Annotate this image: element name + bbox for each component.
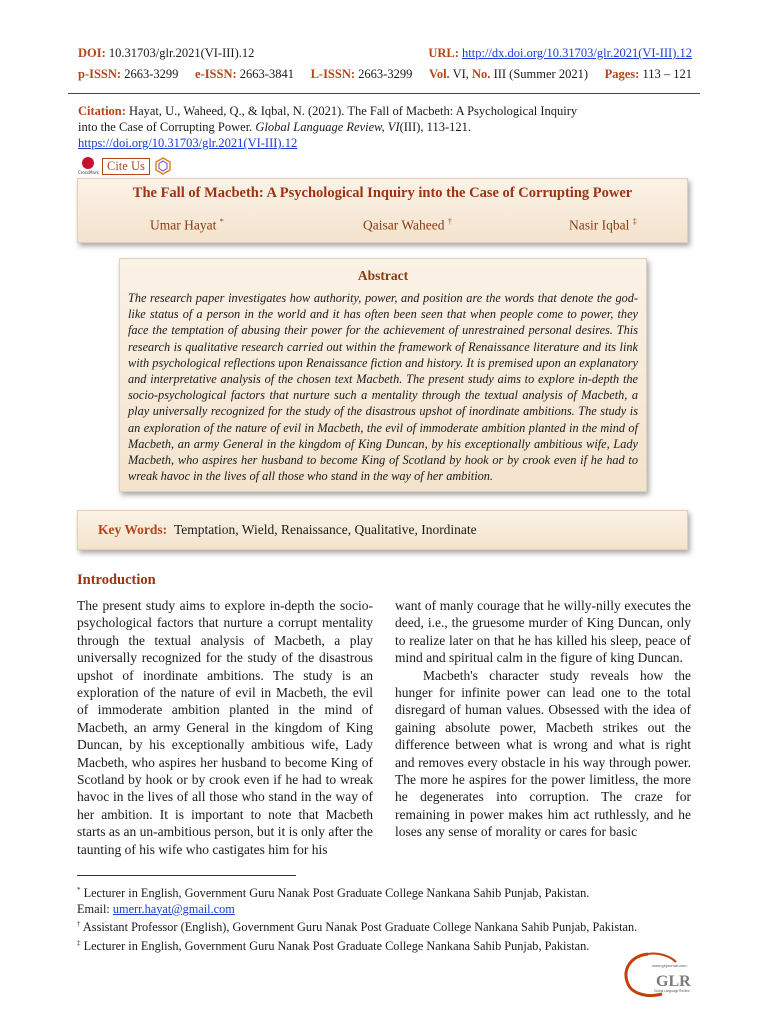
intro-heading: Introduction [77,572,156,588]
doi-link[interactable]: https://doi.org/10.31703/glr.2021(VI-III).12 [78,136,298,150]
title-box [77,178,688,243]
paragraph: want of manly courage that he willy-nilly executes the deed, i.e., the gruesome murder of King Duncan, only to realize later on that he has killed his sleep, peace of mind and spiritual calm in the figure of king Duncan. [395,598,691,666]
share-icon[interactable] [154,157,172,175]
abstract-text: The research paper investigates how authority, power, and position are the words that denote the god-like status of a person in the world and it has often been seen that when people come to power, they face the temptation of abusing their power for the achievement of unrestrained personal desires. This research is qualitative research carried out within the framework of Renaissance literature and its link with psychological reflections upon Renaissance fiction and history. It is premised upon an explanatory and interpretative analysis of the chosen text Macbeth. The present study aims to explore in-depth the socio-psychological factors that nurture such a mentality through the textual analysis of Macbeth, a play universally recognized for the study of the disastrous upshot of inordinate ambitions. The study is an exploration of the nature of evil in Macbeth, the evil of immoderate ambition planted in the mind of Macbeth, an army General in the kingdom of King Duncan, by his exceptionally ambitious wife, Lady Macbeth, who aspires her husband to become King of Scotland by hook or by crook even if he had to wreak havoc in the lives of all those who stand in the way of her ambition. [128,291,638,484]
intro-column-2 [395,597,691,841]
header-divider [68,93,700,94]
footnote-email: Email: umerr.hayat@gmail.com [77,901,235,916]
eissn: e-ISSN: 2663-3841 [194,67,294,81]
logo-url: www.glrjournal.com [652,963,687,968]
pages: Pages: 113 – 121 [604,67,692,81]
volume: Vol. VI, No. III (Summer 2021) [428,67,588,81]
keywords-label: Key Words: [98,522,168,537]
cite-badges [78,156,172,176]
author-3: Nasir Iqbal ‡ [569,217,637,233]
crossmark-icon[interactable]: CrossMark [78,156,98,176]
footnote-3: ‡ Lecturer in English, Government Guru Nanak Post Graduate College Nankana Sahib Punjab, Pakistan. [77,938,590,953]
paragraph: Macbeth's character study reveals how the hunger for infinite power can lead one to the total disregard of human values. Obsessed with the idea of gaining absolute power, Macbeth strikes out the difference between what is wrong and what is right and removes every obstacle in his way through power. The more he aspires for the power limitless, the more he degenerates into corruption. The craze for remaining in power makes him act ruthlessly, and he loses any sense of morality or cares for basic [395,667,691,840]
logo-text: GLR [656,973,691,990]
footnote-2: † Assistant Professor (English), Government Guru Nanak Post Graduate College Nankana Sahib Punjab, Pakistan. [77,920,638,935]
logo-sub: Global Language Review [654,989,690,993]
author-2: Qaisar Waheed † [363,217,452,233]
citation: Citation: Hayat, U., Waheed, Q., & Iqbal, N. (2021). The Fall of Macbeth: A Psychological Inquiry into the Case of Corrupting Power. Global Language Review, VI(III), 113-121. https://doi.org/10.31703/glr.2021(VI-III).12 [78,104,578,150]
cite-us-button[interactable]: Cite Us [102,158,150,175]
pissn: p-ISSN: 2663-3299 [78,67,179,81]
email-link[interactable]: umerr.hayat@gmail.com [112,901,235,916]
doi: DOI: 10.31703/glr.2021(VI-III).12 [78,46,255,60]
url: URL: http://dx.doi.org/10.31703/glr.2021(VI-III).12 [428,46,692,60]
glr-logo [618,950,698,1000]
header-row-2 [78,67,692,82]
paper-title: The Fall of Macbeth: A Psychological Inquiry into the Case of Corrupting Power [132,185,633,201]
header-row-1 [78,46,692,61]
footnote-divider [77,875,296,876]
footnotes [77,883,637,954]
footnote-1: * Lecturer in English, Government Guru Nanak Post Graduate College Nankana Sahib Punjab, Pakistan. [77,886,590,901]
abstract-box [119,258,647,492]
lissn: L-ISSN: 2663-3299 [310,67,413,81]
keywords-text: Temptation, Wield, Renaissance, Qualitative, Inordinate [174,522,477,537]
author-1: Umar Hayat * [150,217,224,233]
paragraph: The present study aims to explore in-depth the socio-psychological factors that nurture a corrupt mentality through the textual analysis of Macbeth, a play universally recognized for the study of the disastrous upshot of inordinate ambitions. The study is an exploration of the nature of evil in Macbeth, the evil of immoderate ambition planted in the mind of Macbeth, an army General in the kingdom of King Duncan, by his exceptionally ambitious wife, Lady Macbeth, who aspires her husband to become King of Scotland by hook or by crook even if he had to wreak havoc in the lives of all those who stand in the way of her ambition. It is important to note that Macbeth starts as an un-ambitious person, but it is only after the taunting of his wife who castigates him for his [77,598,373,857]
abstract-heading: Abstract [357,268,409,283]
keywords-box [77,510,688,550]
intro-column-1 [77,597,373,858]
url-link[interactable]: http://dx.doi.org/10.31703/glr.2021(VI-III).12 [462,46,692,60]
